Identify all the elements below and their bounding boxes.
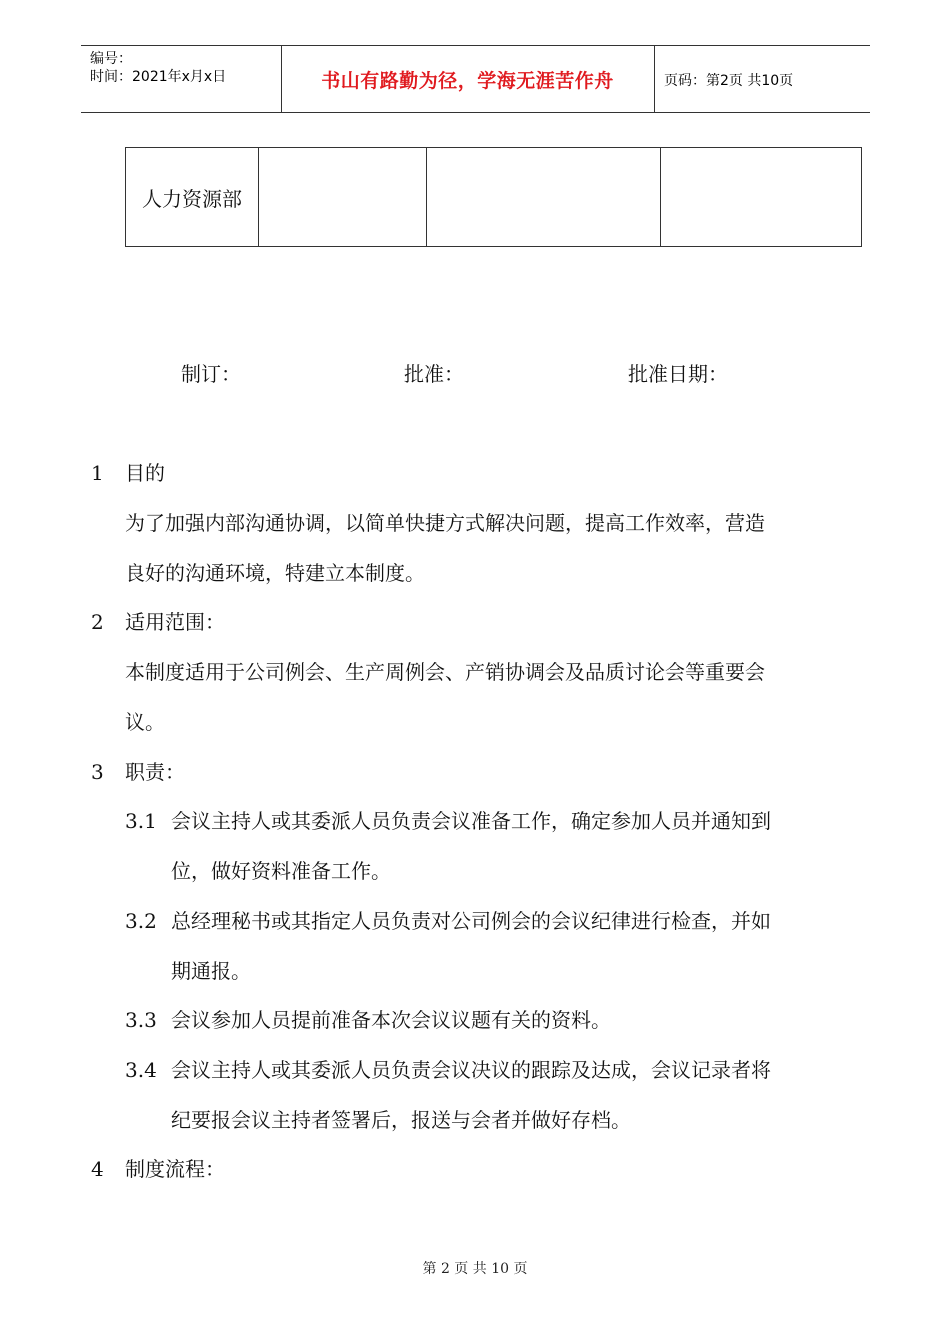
- paragraph-line: 为了加强内部沟通协调，以简单快捷方式解决问题，提高工作效率，营造: [125, 511, 765, 535]
- item-number: 3.3: [125, 1008, 157, 1032]
- section-title: 职责：: [125, 760, 185, 784]
- item-number: 3.4: [125, 1058, 157, 1082]
- approved-by-label: 批准：: [404, 362, 464, 386]
- header-page-number: 页码：第2页 共10页: [664, 72, 794, 89]
- paragraph-line: 位，做好资料准备工作。: [171, 859, 391, 883]
- date-label: 时间：2021年x月x日: [90, 69, 227, 85]
- table-cell: [427, 148, 661, 247]
- table-row: [126, 148, 862, 247]
- paragraph-line: 期通报。: [171, 959, 251, 983]
- paragraph-line: 会议参加人员提前准备本次会议议题有关的资料。: [171, 1008, 611, 1032]
- page-header: [81, 45, 870, 113]
- approval-date-label: 批准日期：: [628, 362, 728, 386]
- paragraph-line: 会议主持人或其委派人员负责会议准备工作，确定参加人员并通知到: [171, 809, 771, 833]
- paragraph-line: 会议主持人或其委派人员负责会议决议的跟踪及达成，会议记录者将: [171, 1058, 771, 1082]
- department-table: [125, 147, 862, 247]
- page-footer: 第 2 页 共 10 页: [422, 1261, 528, 1277]
- header-divider: [654, 46, 655, 112]
- paragraph-line: 良好的沟通环境，特建立本制度。: [125, 561, 425, 585]
- paragraph-line: 本制度适用于公司例会、生产周例会、产销协调会及品质讨论会等重要会: [125, 660, 765, 684]
- table-cell: [661, 148, 862, 247]
- section-title: 适用范围：: [125, 610, 225, 634]
- table-cell: [259, 148, 427, 247]
- doc-number-label: 编号：: [90, 51, 132, 67]
- paragraph-line: 纪要报会议主持者签署后，报送与会者并做好存档。: [171, 1108, 631, 1132]
- header-motto: 书山有路勤为径，学海无涯苦作舟: [321, 70, 614, 92]
- paragraph-line: 总经理秘书或其指定人员负责对公司例会的会议纪律进行检查，并如: [171, 909, 771, 933]
- item-number: 3.2: [125, 909, 157, 933]
- section-title: 目的: [125, 461, 165, 485]
- header-meta: [90, 50, 226, 86]
- prepared-by-label: 制订：: [181, 362, 241, 386]
- section-number: 1: [91, 461, 104, 485]
- item-number: 3.1: [125, 809, 157, 833]
- section-number: 3: [91, 760, 104, 784]
- paragraph-line: 议。: [125, 710, 165, 734]
- section-number: 4: [91, 1157, 104, 1181]
- section-number: 2: [91, 610, 104, 634]
- section-title: 制度流程：: [125, 1157, 225, 1181]
- table-cell-department: 人力资源部: [126, 148, 259, 247]
